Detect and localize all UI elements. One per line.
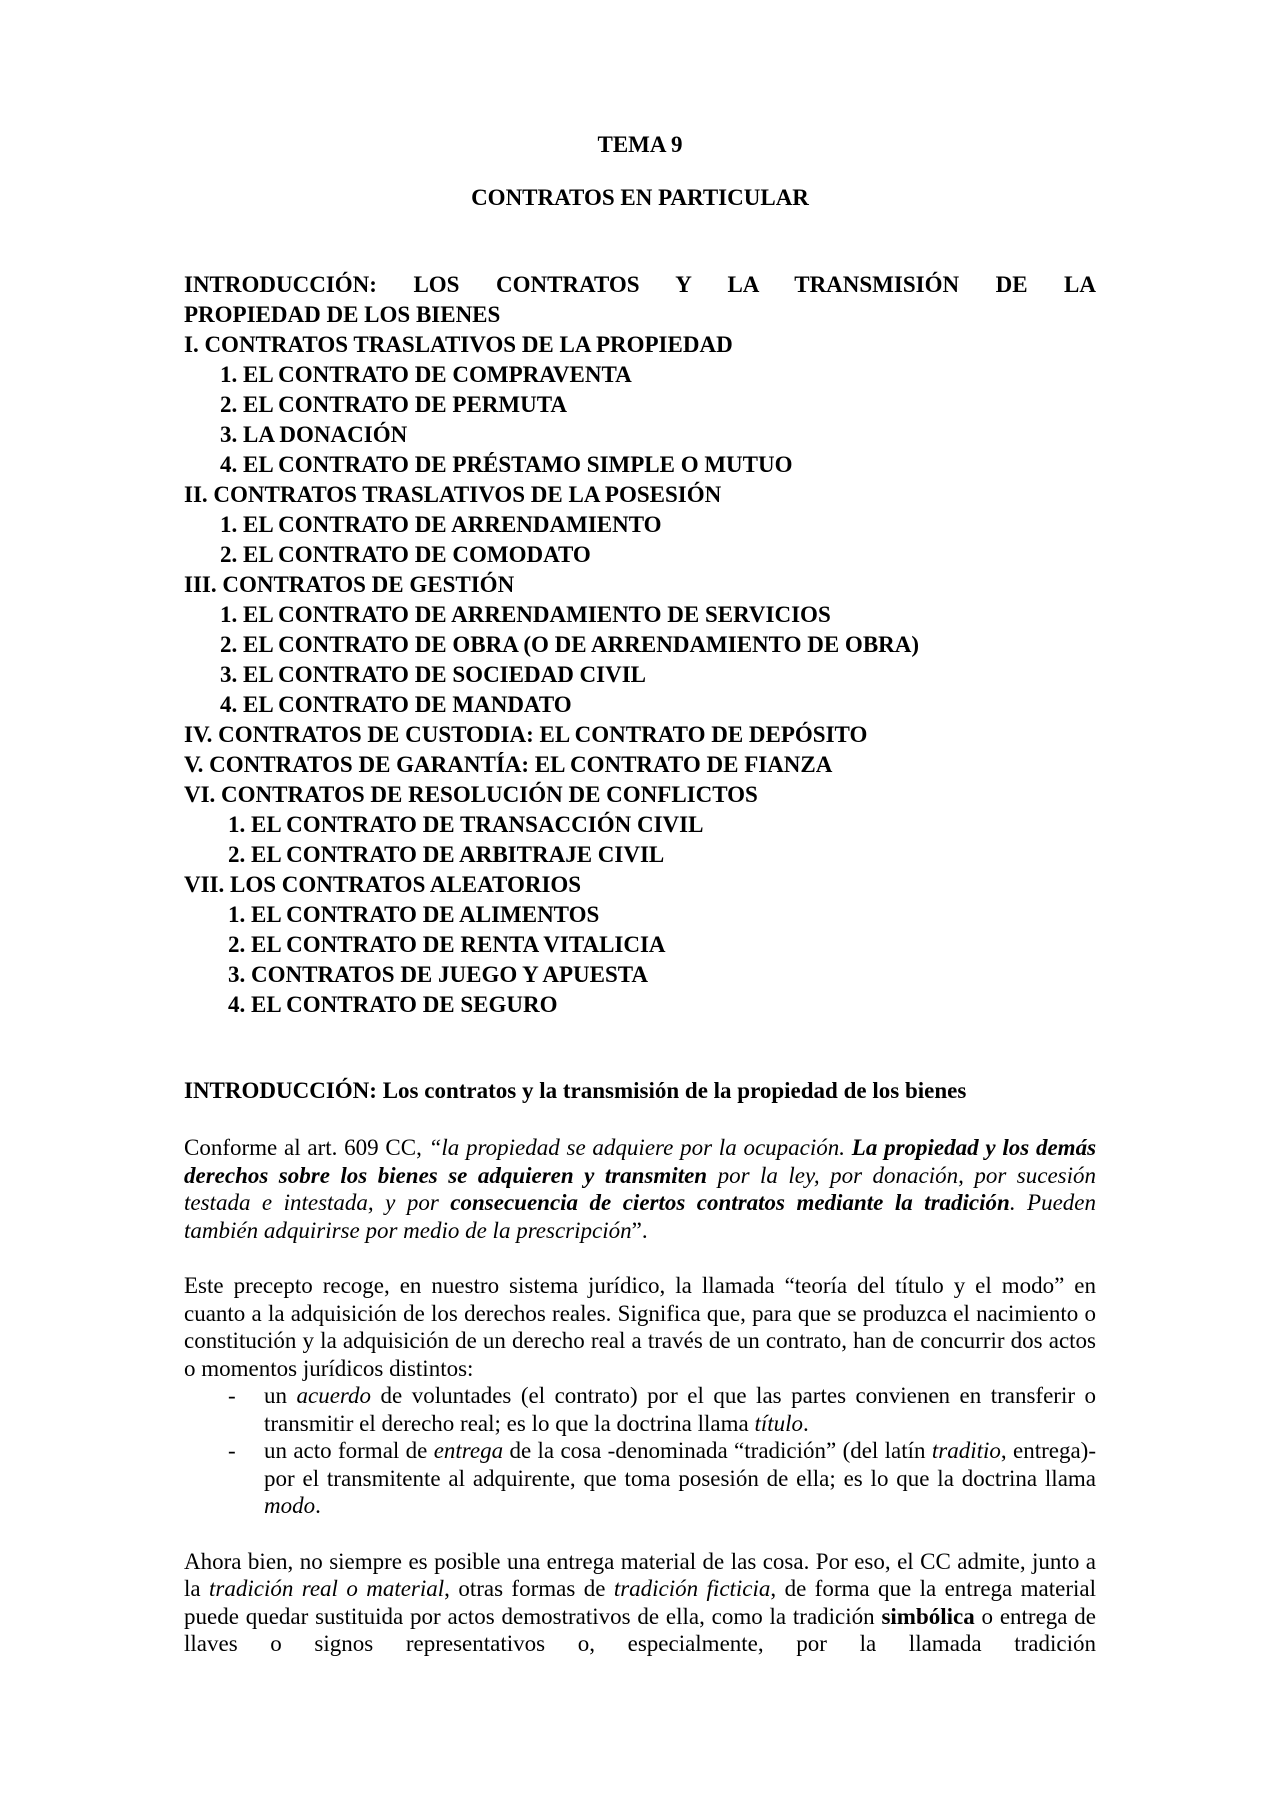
list-item (184, 1437, 1096, 1520)
italic-run: modo (264, 1493, 316, 1518)
toc-item: 1. EL CONTRATO DE TRANSACCIÓN CIVIL (228, 812, 704, 837)
toc-section-7: VII. LOS CONTRATOS ALEATORIOS (184, 872, 582, 897)
italic-run: acuerdo (296, 1383, 372, 1408)
list-item (184, 1382, 1096, 1437)
text-run: de voluntades (el contrato) por el que las partes convienen en transferir o transmitir el derecho real; es lo que la doctrina llama (264, 1383, 1096, 1436)
bullet-dash: - (228, 1438, 236, 1463)
text-run: . (803, 1410, 809, 1436)
toc-section-3: III. CONTRATOS DE GESTIÓN (184, 572, 515, 597)
italic-run: entrega (433, 1438, 504, 1463)
tema-title: TEMA 9 (597, 132, 683, 157)
toc-item: 3. EL CONTRATO DE SOCIEDAD CIVIL (220, 662, 647, 687)
quote-run: . Pueden también adquirirse por medio de la prescripción (184, 1190, 1097, 1243)
italic-run: tradición real o material (209, 1576, 445, 1601)
toc-item: 2. EL CONTRATO DE COMODATO (220, 542, 591, 567)
text-run: un acto formal de (264, 1438, 434, 1463)
toc-section-6: VI. CONTRATOS DE RESOLUCIÓN DE CONFLICTOS (184, 782, 758, 807)
text-run: , entrega)- por el transmitente al adquirente, que toma posesión de ella; es lo que la doctrina llama (264, 1438, 1096, 1491)
paragraph-teoria-titulo-modo: Este precepto recoge, en nuestro sistema jurídico, la llamada “teoría del título y el modo” en cuanto a la adquisición de los derechos reales. Significa que, para que se produzca el nacimiento o constitución y la adquisición de un derecho real a través de un contrato, han de concurrir dos actos o momentos jurídicos distintos: (184, 1273, 1096, 1381)
emphasis-run: consecuencia de ciertos contratos mediante la tradición (450, 1190, 1010, 1215)
toc-item: 1. EL CONTRATO DE COMPRAVENTA (220, 362, 632, 387)
paragraph-article-609 (184, 1134, 1096, 1244)
text-run: , de forma que la entrega material puede quedar sustituida por actos demostrativos de ella, como la tradición (184, 1576, 1097, 1629)
quote-run: por la ley, por donación, por sucesión testada e intestada, y por (184, 1162, 1096, 1215)
toc-item: 2. EL CONTRATO DE RENTA VITALICIA (228, 932, 666, 957)
toc-section-2: II. CONTRATOS TRASLATIVOS DE LA POSESIÓN (184, 482, 722, 507)
document-subtitle: CONTRATOS EN PARTICULAR (471, 185, 809, 210)
text-run: , otras formas de (444, 1576, 614, 1601)
emphasis-run: La propiedad y los demás derechos sobre los bienes se adquieren y transmiten (184, 1135, 1097, 1188)
bullet-dash: - (228, 1383, 236, 1408)
toc-item: 1. EL CONTRATO DE ALIMENTOS (228, 902, 600, 927)
toc-item: 3. LA DONACIÓN (220, 422, 408, 447)
text-run: . (315, 1493, 321, 1518)
toc-item: 3. CONTRATOS DE JUEGO Y APUESTA (228, 962, 649, 987)
toc-section-4: IV. CONTRATOS DE CUSTODIA: EL CONTRATO DE DEPÓSITO (184, 722, 868, 747)
toc-item: 1. EL CONTRATO DE ARRENDAMIENTO DE SERVICIOS (220, 602, 831, 627)
text-run: o entrega de llaves o signos representativos o, especialmente, por la llamada tradición (184, 1603, 1096, 1656)
toc-intro-line-2: PROPIEDAD DE LOS BIENES (184, 302, 501, 327)
quote-run: “la propiedad se adquiere por la ocupación. (428, 1135, 852, 1160)
text-run: de la cosa -denominada “tradición” (del latín (503, 1438, 932, 1463)
toc-item: 4. EL CONTRATO DE SEGURO (228, 992, 558, 1017)
text-run: un (264, 1383, 297, 1408)
toc-section-1: I. CONTRATOS TRASLATIVOS DE LA PROPIEDAD (184, 332, 733, 357)
table-of-contents (184, 270, 1096, 1020)
text-run: Ahora bien, no siempre es posible una entrega material de las cosa. Por eso, el CC admite, junto a la (184, 1548, 1096, 1601)
bullet-list (184, 1382, 1096, 1520)
toc-item: 2. EL CONTRATO DE ARBITRAJE CIVIL (228, 842, 665, 867)
toc-item: 1. EL CONTRATO DE ARRENDAMIENTO (220, 512, 662, 537)
section-heading (184, 1076, 1096, 1106)
toc-item: 4. EL CONTRATO DE MANDATO (220, 692, 572, 717)
bold-run: simbólica (881, 1603, 975, 1629)
toc-section-5: V. CONTRATOS DE GARANTÍA: EL CONTRATO DE FIANZA (184, 752, 833, 777)
toc-item: 2. EL CONTRATO DE OBRA (O DE ARRENDAMIENTO DE OBRA) (220, 632, 920, 657)
document-body (184, 1076, 1096, 1658)
italic-run: tradición ficticia (613, 1576, 771, 1601)
section-heading-label: INTRODUCCIÓN: (184, 1078, 377, 1103)
section-heading-text: Los contratos y la transmisión de la propiedad de los bienes (376, 1078, 967, 1103)
paragraph-tradicion (184, 1548, 1096, 1658)
italic-run: traditio (931, 1438, 1001, 1463)
toc-item: 2. EL CONTRATO DE PERMUTA (220, 392, 567, 417)
text-run: Conforme al art. 609 CC, (184, 1135, 429, 1160)
toc-intro-line-1: INTRODUCCIÓN: LOS CONTRATOS Y LA TRANSMISIÓN DE LA (184, 272, 1096, 297)
text-run: ”. (631, 1217, 648, 1243)
italic-run: título (754, 1410, 804, 1436)
toc-item: 4. EL CONTRATO DE PRÉSTAMO SIMPLE O MUTUO (220, 452, 793, 477)
